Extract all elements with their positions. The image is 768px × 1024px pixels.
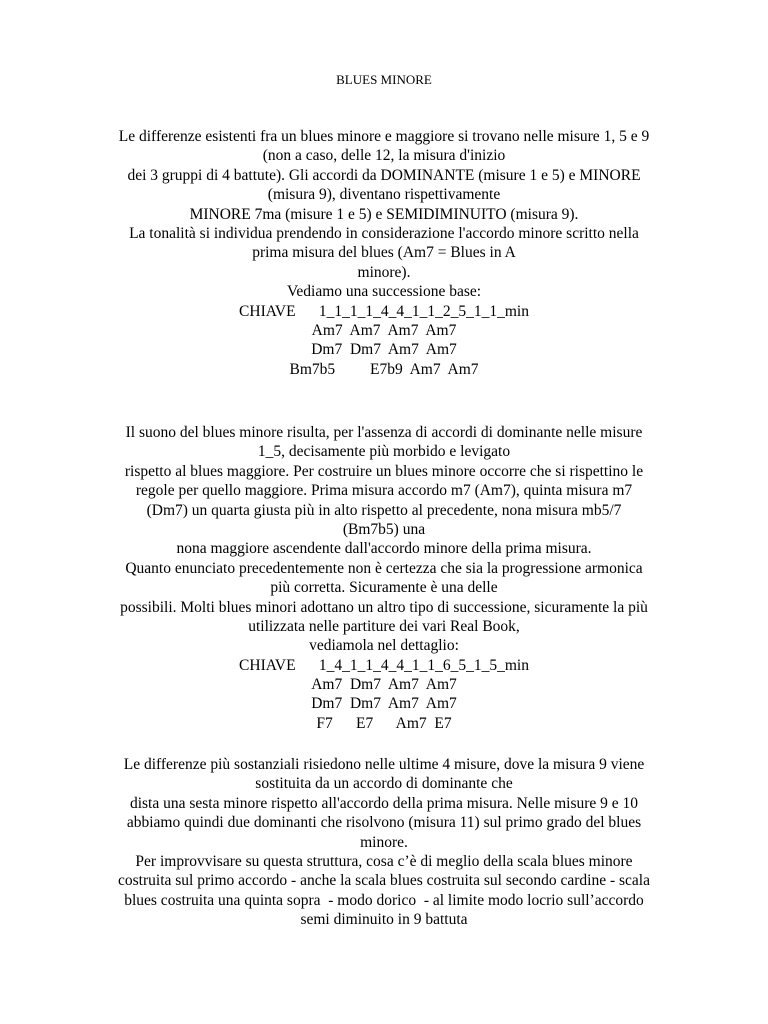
text-line: (Bm7b5) una xyxy=(342,520,426,538)
text-line: costruita sul primo accordo - anche la scala blues costruita sul secondo cardine - scala xyxy=(118,872,650,890)
text-line: nona maggiore ascendente dall'accordo minore della prima misura. xyxy=(176,540,592,558)
text-line: Bm7b5 E7b9 Am7 Am7 xyxy=(289,360,479,378)
text-line: Il suono del blues minore risulta, per l'assenza di accordi di dominante nelle misure xyxy=(125,424,643,441)
text-line: prima misura del blues (Am7 = Blues in A xyxy=(252,244,516,262)
section-differences xyxy=(0,755,768,930)
text-line: Quanto enunciato precedentemente non è certezza che sia la progressione armonica xyxy=(125,559,643,577)
text-line: Vediamo una successione base: xyxy=(286,283,482,301)
text-line: Per improvvisare su questa struttura, cosa c’è di meglio della scala blues minore xyxy=(135,852,633,870)
text-line: regole per quello maggiore. Prima misura accordo m7 (Am7), quinta misura m7 xyxy=(135,482,633,500)
text-line: 1_5, decisamente più morbido e levigato xyxy=(257,443,511,461)
section-intro xyxy=(0,127,768,379)
text-line: F7 E7 Am7 E7 xyxy=(316,714,452,732)
text-line: MINORE 7ma (misure 1 e 5) e SEMIDIMINUITO (misura 9). xyxy=(189,205,579,223)
text-line: abbiamo quindi due dominanti che risolvono (misura 11) sul primo grado del blues xyxy=(126,814,642,832)
text-line: utilizzata nelle partiture dei vari Real Book, xyxy=(248,617,520,635)
text-line: La tonalità si individua prendendo in considerazione l'accordo minore scritto nella xyxy=(129,224,639,242)
text-line: Le differenze esistenti fra un blues minore e maggiore si trovano nelle misure 1, 5 e 9 xyxy=(118,128,650,145)
text-line: Le differenze più sostanziali risiedono nelle ultime 4 misure, dove la misura 9 viene xyxy=(123,756,645,773)
text-line: CHIAVE 1_4_1_1_4_4_1_1_6_5_1_5_min xyxy=(239,656,529,674)
text-line: Am7 Am7 Am7 Am7 xyxy=(311,321,457,339)
text-line: sostituita da un accordo di dominante che xyxy=(255,775,513,793)
text-line: possibili. Molti blues minori adottano un altro tipo di successione, sicuramente la più xyxy=(120,598,648,616)
text-line: dista una sesta minore rispetto all'accordo della prima misura. Nelle misure 9 e 10 xyxy=(129,794,639,812)
text-line: Dm7 Dm7 Am7 Am7 xyxy=(311,695,457,713)
text-line: CHIAVE 1_1_1_1_4_4_1_1_2_5_1_1_min xyxy=(239,302,529,320)
text-line: minore. xyxy=(360,833,408,851)
text-line: blues costruita una quinta sopra - modo dorico - al limite modo locrio sull’accordo xyxy=(124,891,644,909)
document-title: BLUES MINORE xyxy=(336,72,432,87)
section-sound xyxy=(0,423,768,733)
text-line: (misura 9), diventano rispettivamente xyxy=(267,186,501,204)
text-line: semi diminuito in 9 battuta xyxy=(300,911,468,929)
text-line: rispetto al blues maggiore. Per costruire un blues minore occorre che si rispettino le xyxy=(124,462,644,480)
text-line: vediamola nel dettaglio: xyxy=(309,637,459,655)
text-line: Dm7 Dm7 Am7 Am7 xyxy=(311,341,457,359)
text-line: (non a caso, delle 12, la misura d'inizio xyxy=(262,147,506,165)
text-line: dei 3 gruppi di 4 battute). Gli accordi da DOMINANTE (misure 1 e 5) e MINORE xyxy=(127,166,641,184)
text-line: Am7 Dm7 Am7 Am7 xyxy=(311,676,457,694)
text-line: (Dm7) un quarta giusta più in alto rispetto al precedente, nona misura mb5/7 xyxy=(146,501,622,519)
text-line: più corretta. Sicuramente è una delle xyxy=(270,579,498,597)
text-line: minore). xyxy=(357,263,411,281)
